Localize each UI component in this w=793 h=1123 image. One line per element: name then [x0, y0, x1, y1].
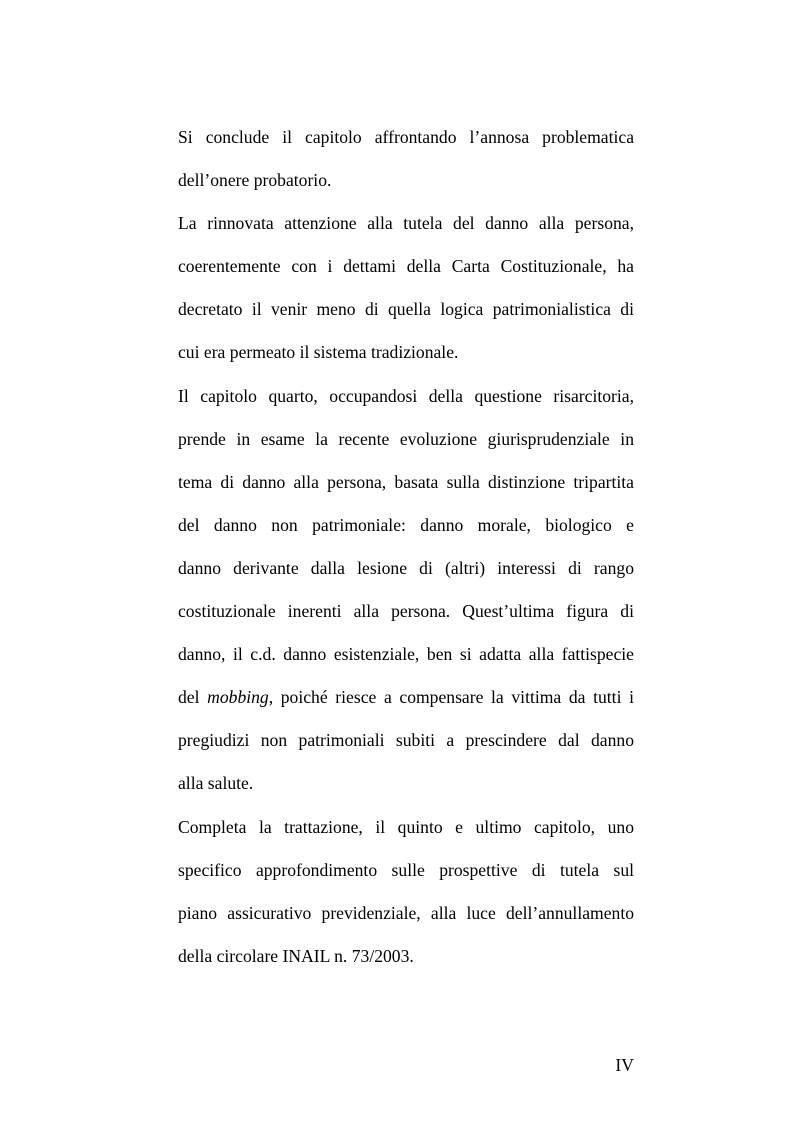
text-line: Completa la trattazione, il quinto e ultimo capitolo, uno	[178, 816, 634, 837]
text-line: pregiudizi non patrimoniali subiti a prescindere dal danno	[178, 730, 634, 751]
text-line: Si conclude il capitolo affrontando l’annosa problematica	[178, 127, 634, 147]
text-line: tema di danno alla persona, basata sulla distinzione tripartita	[178, 471, 634, 492]
text-line: del danno non patrimoniale: danno morale, biologico e	[178, 514, 634, 535]
italic-term: mobbing	[207, 687, 269, 708]
text-line: danno derivante dalla lesione di (altri) interessi di rango	[178, 557, 634, 578]
text-line: decretato il venir meno di quella logica patrimonialistica di	[178, 299, 634, 320]
text-line: piano assicurativo previdenziale, alla luce dell’annullamento	[178, 902, 634, 923]
text-line: specifico approfondimento sulle prospettive di tutela sul	[178, 859, 634, 880]
text-line: cui era permeato il sistema tradizionale.	[178, 342, 459, 363]
text-line: dell’onere probatorio.	[178, 170, 332, 191]
text-line: alla salute.	[178, 773, 254, 794]
text-line: danno, il c.d. danno esistenziale, ben si adatta alla fattispecie	[178, 644, 634, 665]
body-text	[178, 122, 634, 984]
page-number: IV	[615, 1055, 634, 1075]
text-line: della circolare INAIL n. 73/2003.	[178, 945, 414, 966]
text-line: prende in esame la recente evoluzione giurisprudenziale in	[178, 428, 634, 449]
text-line: costituzionale inerenti alla persona. Quest’ultima figura di	[178, 601, 634, 622]
text-line: Il capitolo quarto, occupandosi della questione risarcitoria,	[178, 385, 634, 406]
text-line: La rinnovata attenzione alla tutela del danno alla persona,	[178, 213, 634, 234]
text-line: coerentemente con i dettami della Carta Costituzionale, ha	[178, 256, 634, 277]
text-line: del mobbing, poiché riesce a compensare la vittima da tutti i	[178, 687, 634, 708]
